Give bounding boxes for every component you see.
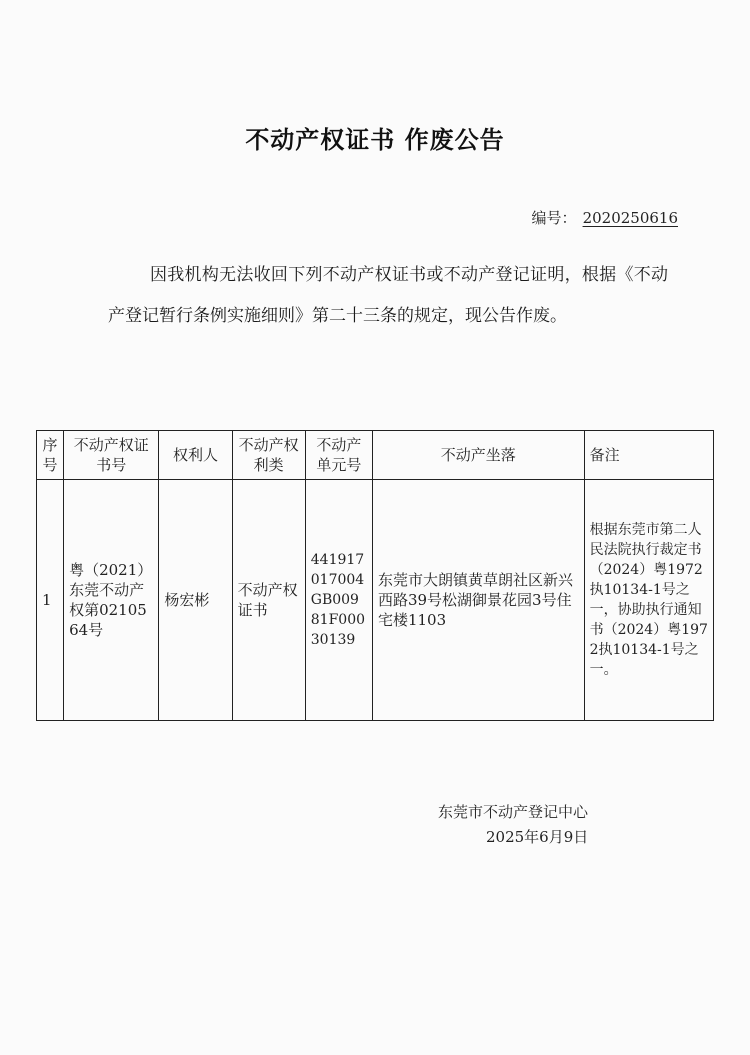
header-holder: 权利人	[159, 431, 232, 480]
cell-location: 东莞市大朗镇黄草朗社区新兴西路39号松湖御景花园3号住宅楼1103	[372, 480, 584, 721]
cell-right-type: 不动产权证书	[232, 480, 305, 721]
document-number	[532, 207, 678, 228]
header-unit-no: 不动产单元号	[305, 431, 372, 480]
void-certificate-table	[36, 430, 714, 721]
notice-body: 因我机构无法收回下列不动产权证书或不动产登记证明，根据《不动产登记暂行条例实施细则》第二十三条的规定，现公告作废。	[108, 265, 668, 326]
cell-unit-no: 441917017004GB00981F00030139	[305, 480, 372, 721]
table-row	[37, 480, 714, 721]
cell-cert-no: 粤（2021）东莞不动产权第0210564号	[64, 480, 159, 721]
cell-holder: 杨宏彬	[159, 480, 232, 721]
cell-seq: 1	[37, 480, 64, 721]
header-remark: 备注	[584, 431, 713, 480]
document-number-label: 编号：	[531, 209, 577, 227]
header-seq: 序号	[37, 431, 64, 480]
table-header-row	[37, 431, 714, 480]
notice-title: 不动产权证书 作废公告	[245, 126, 505, 154]
header-cert-no: 不动产权证书号	[64, 431, 159, 480]
header-right-type: 不动产权利类	[232, 431, 305, 480]
cell-remark: 根据东莞市第二人民法院执行裁定书（2024）粤1972执10134-1号之一，协助执行通知书（2024）粤1972执10134-1号之一。	[584, 480, 713, 721]
document-number-value: 2020250616	[582, 209, 678, 227]
issuer-block	[438, 800, 668, 850]
header-location: 不动产坐落	[372, 431, 584, 480]
issuer-name: 东莞市不动产登记中心	[438, 803, 589, 821]
issue-date: 2025年6月9日	[486, 828, 589, 846]
